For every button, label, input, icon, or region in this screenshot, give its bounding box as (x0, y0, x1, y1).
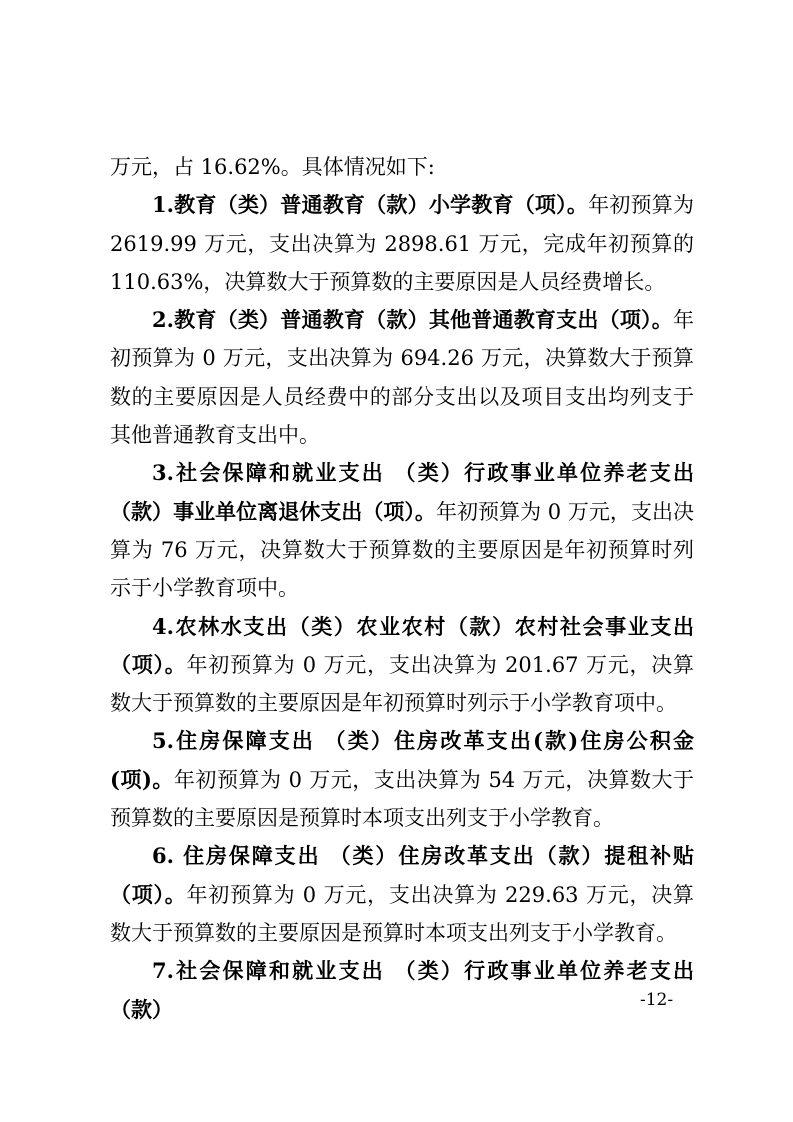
item-paragraph-2 (110, 301, 694, 454)
document-body (110, 148, 694, 1029)
item-body-5: 年初预算为 0 万元，支出决算为 54 万元，决算数大于预算数的主要原因是预算时本项支出列支于小学教育。 (110, 767, 694, 831)
item-paragraph-3 (110, 454, 694, 607)
item-body-1: 年初预算为 2619.99 万元，支出决算为 2898.61 万元，完成年初预算的 110.63%，决算数大于预算数的主要原因是人员经费增长。 (110, 193, 695, 294)
item-paragraph-7 (110, 952, 694, 1029)
item-title-5: 5.住房保障支出 （类）住房改革支出(款)住房公积金(项)。 (110, 728, 694, 792)
item-body-4: 年初预算为 0 万元，支出决算为 201.67 万元，决算数大于预算数的主要原因是年初预算时列示于小学教育项中。 (110, 652, 695, 716)
item-title-2: 2.教育（类）普通教育（款）其他普通教育支出（项）。 (152, 307, 673, 333)
item-body-2: 年初预算为 0 万元，支出决算为 694.26 万元，决算数大于预算数的主要原因是人员经费中的部分支出以及项目支出均列支于其他普通教育支出中。 (110, 308, 694, 448)
intro-paragraph: 万元，占 16.62%。具体情况如下: (110, 155, 435, 179)
page-number: -12- (640, 990, 674, 1010)
item-paragraph-1 (110, 186, 694, 301)
item-title-6: 6. 住房保障支出 （类）住房改革支出（款）提租补贴（项）。 (110, 843, 694, 907)
item-paragraph-5 (110, 722, 694, 837)
item-title-4: 4.农林水支出（类）农业农村（款）农村社会事业支出（项）。 (110, 613, 694, 677)
item-body-3: 年初预算为 0 万元，支出决算为 76 万元，决算数大于预算数的主要原因是年初预算时列示于小学教育项中。 (110, 499, 694, 601)
item-body-6: 年初预算为 0 万元，支出决算为 229.63 万元，决算数大于预算数的主要原因是预算时本项支出列支于小学教育。 (110, 882, 695, 945)
item-paragraph-6 (110, 837, 694, 952)
item-title-7: 7.社会保障和就业支出 （类）行政事业单位养老支出（款） (110, 958, 694, 1022)
item-paragraph-4 (110, 608, 694, 723)
item-title-3: 3.社会保障和就业支出 （类）行政事业单位养老支出（款）事业单位离退休支出（项）。 (110, 460, 694, 524)
item-title-1: 1.教育（类）普通教育（款）小学教育（项）。 (152, 192, 589, 218)
